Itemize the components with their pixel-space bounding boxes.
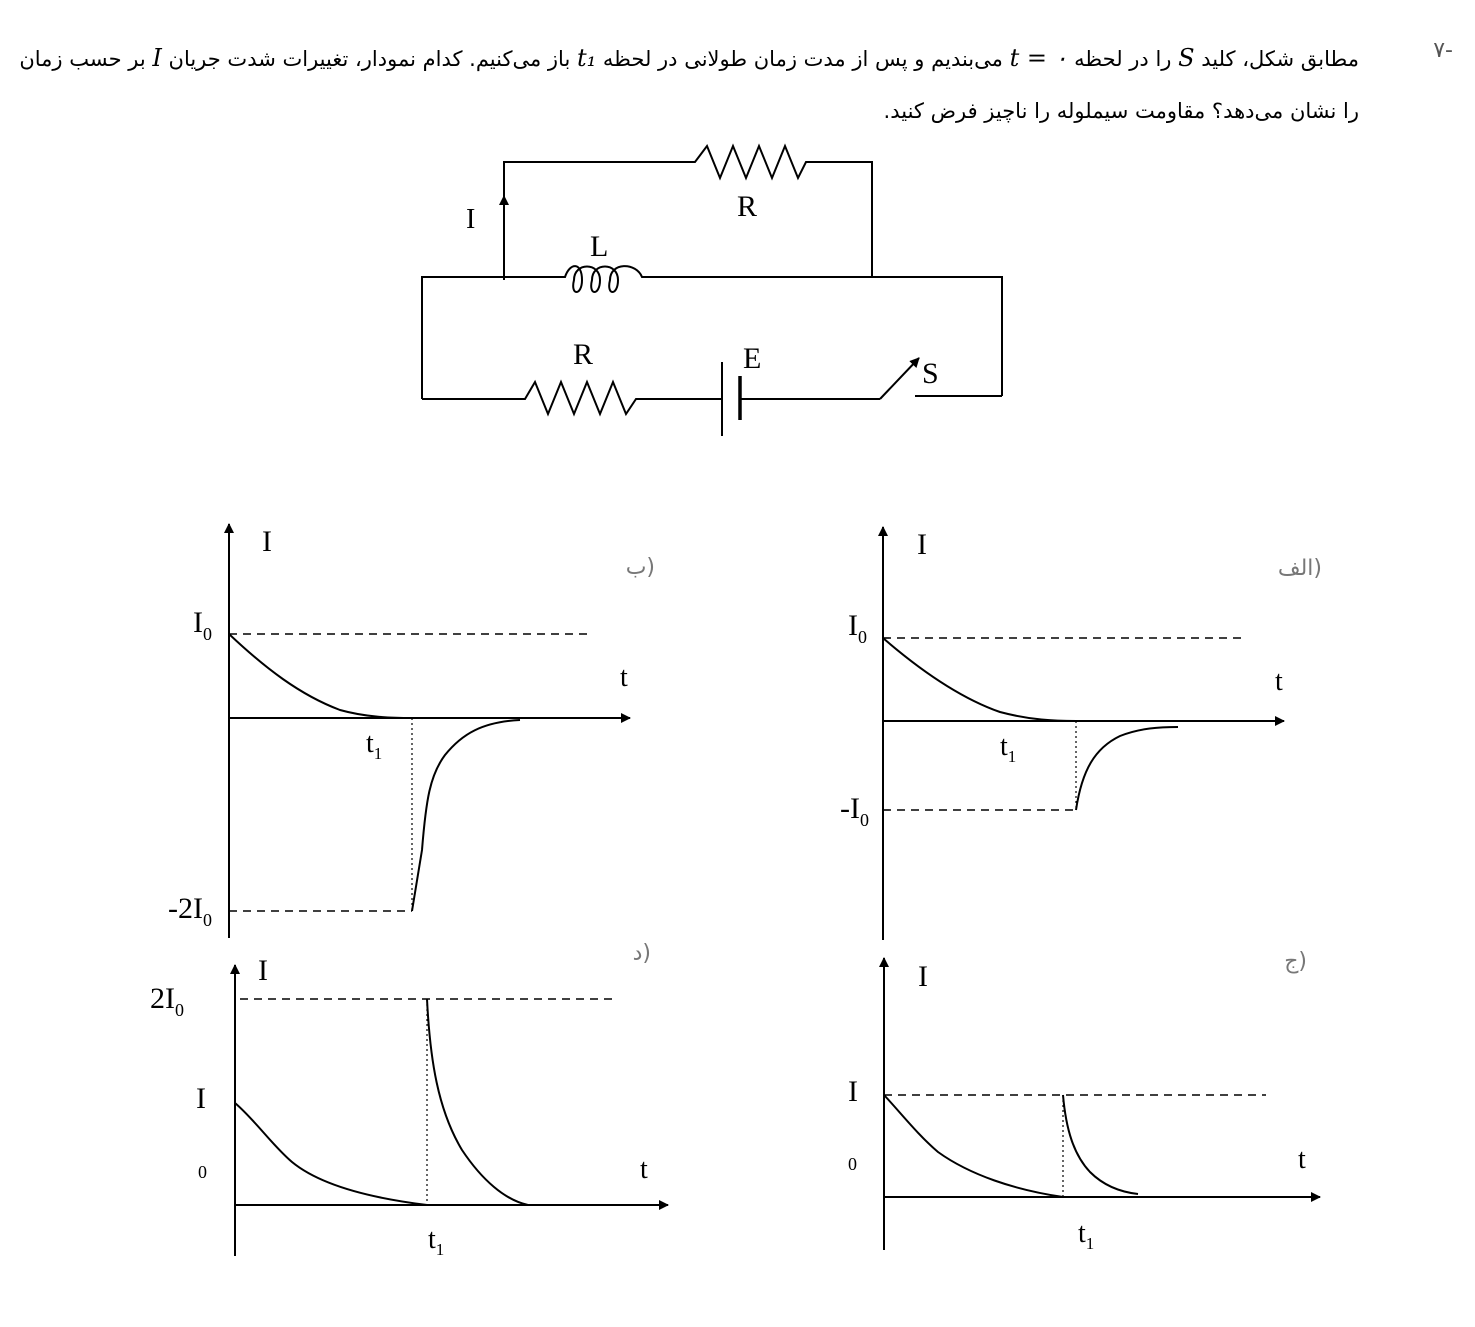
option-label: د) bbox=[632, 941, 651, 966]
tick-t1-label: $t_1$ bbox=[428, 1224, 445, 1259]
circuit-label-s: S bbox=[922, 357, 939, 390]
circuit-label-l: L bbox=[590, 230, 609, 263]
switch-var: S bbox=[1178, 44, 1195, 72]
reverse-curve bbox=[1076, 727, 1178, 810]
tick-top-sub-label: 0 bbox=[198, 1162, 207, 1182]
question-text-part: مطابق شکل، کلید bbox=[1194, 47, 1359, 71]
decay-curve bbox=[883, 638, 1076, 721]
decay-curve bbox=[229, 634, 412, 718]
switch-lever-icon[interactable] bbox=[880, 358, 919, 399]
axis-x-label: t bbox=[620, 662, 628, 693]
decay-curve bbox=[884, 1095, 1063, 1197]
t-zero: t = ۰ bbox=[1009, 44, 1068, 72]
question-text-part: را در لحظه bbox=[1067, 47, 1179, 71]
tick-bottom-label: $-2I_0$ bbox=[168, 892, 212, 930]
reverse-curve bbox=[412, 720, 520, 911]
question-text-part: بر حسب زمان را نشان می‌دهد؟ مقاومت سیملوله را ناچیز فرض کنید. bbox=[19, 47, 1359, 123]
spike-curve bbox=[1063, 1095, 1138, 1194]
tick-top-label: I bbox=[848, 1075, 858, 1108]
tick-top-label: I bbox=[196, 1082, 206, 1115]
t1-var: t₁ bbox=[576, 44, 597, 72]
tick-top-sub-label: 0 bbox=[848, 1154, 857, 1174]
circuit-diagram bbox=[422, 146, 1002, 436]
option-label: ج) bbox=[1284, 949, 1307, 974]
tick-high-label: $2I_0$ bbox=[150, 982, 184, 1020]
inductor-wire bbox=[422, 266, 1002, 399]
graph-option-jim[interactable] bbox=[848, 949, 1320, 1253]
axis-x-label: t bbox=[640, 1154, 648, 1185]
question-text-part: باز می‌کنیم. کدام نمودار، تغییرات شدت جریان bbox=[161, 47, 577, 71]
axis-x-label: t bbox=[1298, 1144, 1306, 1175]
tick-bottom-label: $-I_0$ bbox=[840, 792, 869, 830]
axis-y-label: I bbox=[262, 525, 272, 558]
axis-y-label: I bbox=[918, 960, 928, 993]
graph-option-dal[interactable] bbox=[150, 941, 668, 1259]
circuit-label-r-bottom: R bbox=[573, 338, 594, 371]
tick-t1-label: $t_1$ bbox=[1078, 1218, 1095, 1253]
tick-t1-label: $t_1$ bbox=[366, 728, 383, 763]
tick-top-label: $I_0$ bbox=[848, 609, 867, 647]
spike-curve bbox=[427, 999, 528, 1205]
bottom-resistor-wire bbox=[422, 382, 722, 414]
question-text-part: می‌بندیم و پس از مدت زمان طولانی در لحظه bbox=[596, 47, 1010, 71]
axis-x-label: t bbox=[1275, 666, 1283, 697]
circuit-label-i: I bbox=[466, 204, 476, 235]
graph-option-be[interactable] bbox=[168, 524, 655, 938]
graph-option-alef[interactable] bbox=[840, 527, 1322, 940]
decay-curve bbox=[235, 1103, 427, 1205]
top-resistor-branch bbox=[504, 146, 872, 280]
question-number: -۷ bbox=[1433, 38, 1453, 63]
circuit-label-r-top: R bbox=[737, 190, 758, 223]
axis-y-label: I bbox=[917, 528, 927, 561]
option-label: الف) bbox=[1277, 556, 1322, 581]
axis-y-label: I bbox=[258, 954, 268, 987]
circuit-label-e: E bbox=[743, 342, 762, 375]
current-var: I bbox=[152, 44, 162, 72]
option-label: ب) bbox=[625, 555, 655, 580]
tick-t1-label: $t_1$ bbox=[1000, 731, 1017, 766]
tick-top-label: $I_0$ bbox=[193, 606, 212, 644]
